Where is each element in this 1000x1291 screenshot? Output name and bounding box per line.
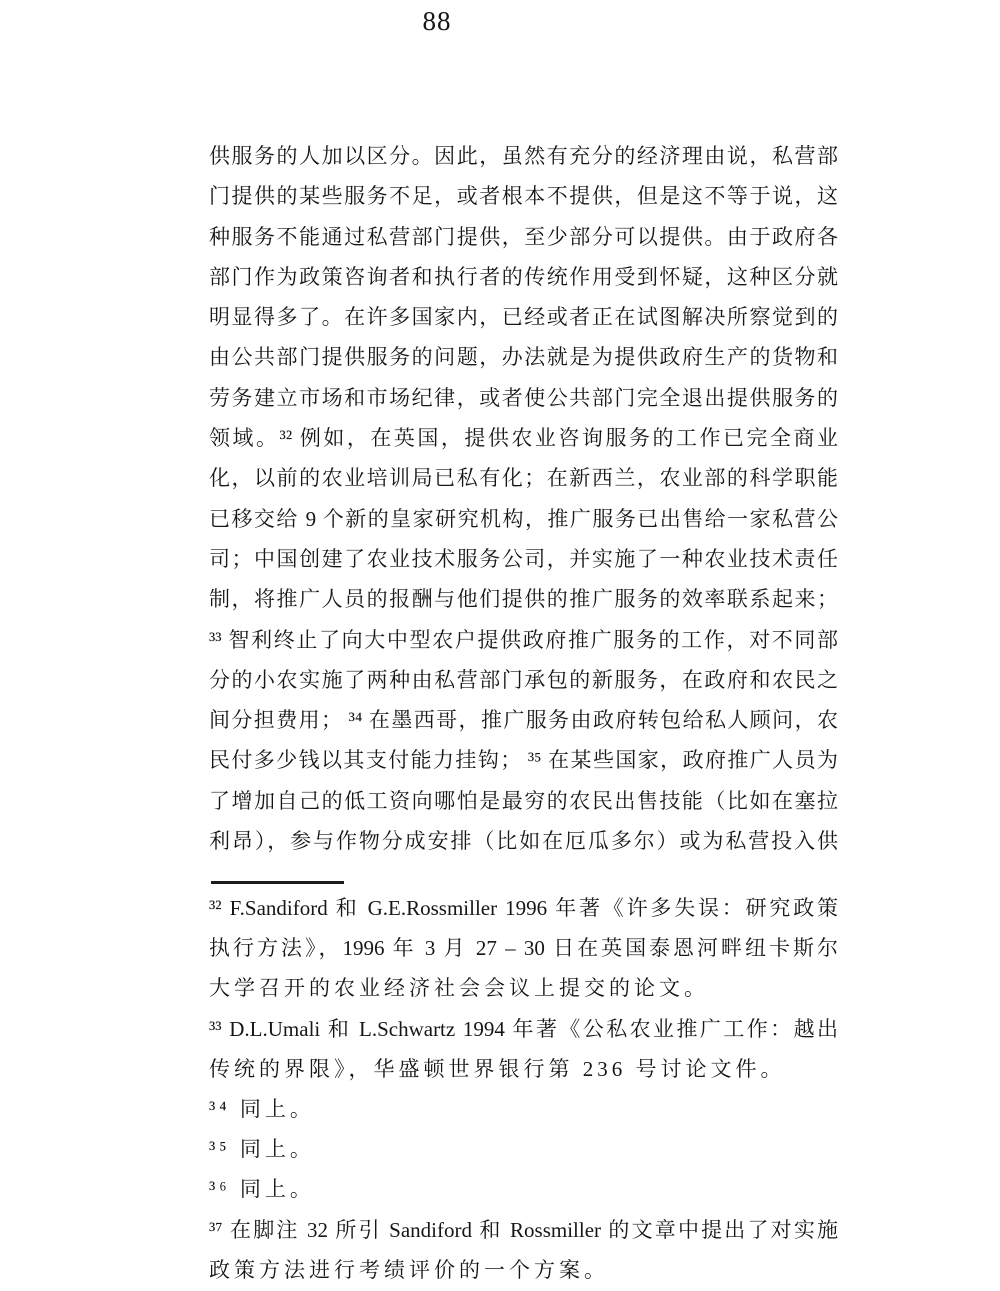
body-line: 司；中国创建了农业技术服务公司，并实施了一种农业技术责任 bbox=[209, 546, 838, 571]
page-number: 88 bbox=[422, 6, 452, 36]
footnote-line: ³⁷ 在脚注 32 所引 Sandiford 和 Rossmiller 的文章中提出了对实施 bbox=[209, 1217, 838, 1242]
body-line: 化，以前的农业培训局已私有化；在新西兰，农业部的科学职能 bbox=[209, 466, 838, 491]
footnote-line: ³⁶ 同上。 bbox=[209, 1177, 315, 1202]
footnote bbox=[209, 888, 838, 1009]
footnote bbox=[209, 1169, 838, 1209]
body-line: 供服务的人加以区分。因此，虽然有充分的经济理由说，私营部 bbox=[209, 144, 838, 168]
body-line: 由公共部门提供服务的问题，办法就是为提供政府生产的货物和 bbox=[209, 345, 838, 370]
footnote-line: 大学召开的农业经济社会会议上提交的论文。 bbox=[209, 976, 709, 1001]
footnote-separator bbox=[211, 881, 344, 884]
body-text bbox=[209, 136, 838, 861]
body-line: 制，将推广人员的报酬与他们提供的推广服务的效率联系起来； bbox=[209, 587, 838, 612]
footnote-line: 传统的界限》，华盛顿世界银行第 236 号讨论文件。 bbox=[209, 1056, 786, 1081]
body-line: 已移交给 9 个新的皇家研究机构，推广服务已出售给一家私营公 bbox=[209, 506, 838, 531]
footnote bbox=[209, 1089, 838, 1129]
body-line: 了增加自己的低工资向哪怕是最穷的农民出售技能（比如在塞拉 bbox=[209, 788, 838, 813]
body-line: 利昂），参与作物分成安排（比如在厄瓜多尔）或为私营投入供 bbox=[209, 829, 838, 854]
body-line: 民付多少钱以其支付能力挂钩； ³⁵ 在某些国家，政府推广人员为 bbox=[209, 748, 838, 773]
footnote-line: ³⁴ 同上。 bbox=[209, 1096, 315, 1121]
footnote-line: ³² F.Sandiford 和 G.E.Rossmiller 1996 年著《许多失误：研究政策 bbox=[209, 896, 838, 920]
body-line: 领域。³² 例如，在英国，提供农业咨询服务的工作已完全商业 bbox=[209, 426, 838, 451]
footnote-line: ³³ D.L.Umali 和 L.Schwartz 1994 年著《公私农业推广工作：越出 bbox=[209, 1016, 838, 1041]
body-line: ³³ 智利终止了向大中型农户提供政府推广服务的工作，对不同部 bbox=[209, 627, 838, 652]
footnote bbox=[209, 1129, 838, 1169]
footnote bbox=[209, 1210, 838, 1290]
body-line: 明显得多了。在许多国家内，已经或者正在试图解决所察觉到的 bbox=[209, 305, 838, 330]
body-line: 分的小农实施了两种由私营部门承包的新服务，在政府和农民之 bbox=[209, 667, 838, 692]
body-line: 部门作为政策咨询者和执行者的传统作用受到怀疑，这种区分就 bbox=[209, 264, 838, 289]
footnote bbox=[209, 1009, 838, 1089]
footnote-line: 政策方法进行考绩评价的一个方案。 bbox=[209, 1257, 609, 1282]
body-line: 门提供的某些服务不足，或者根本不提供，但是这不等于说，这 bbox=[209, 184, 838, 209]
footnote-line: 执行方法》，1996 年 3 月 27 – 30 日在英国泰恩河畔纽卡斯尔 bbox=[209, 936, 838, 961]
body-line: 间分担费用； ³⁴ 在墨西哥，推广服务由政府转包给私人顾问，农 bbox=[209, 708, 838, 733]
body-line: 种服务不能通过私营部门提供，至少部分可以提供。由于政府各 bbox=[209, 224, 838, 249]
body-line: 劳务建立市场和市场纪律，或者使公共部门完全退出提供服务的 bbox=[209, 385, 838, 410]
footnotes bbox=[209, 888, 838, 1290]
footnote-line: ³⁵ 同上。 bbox=[209, 1137, 315, 1162]
